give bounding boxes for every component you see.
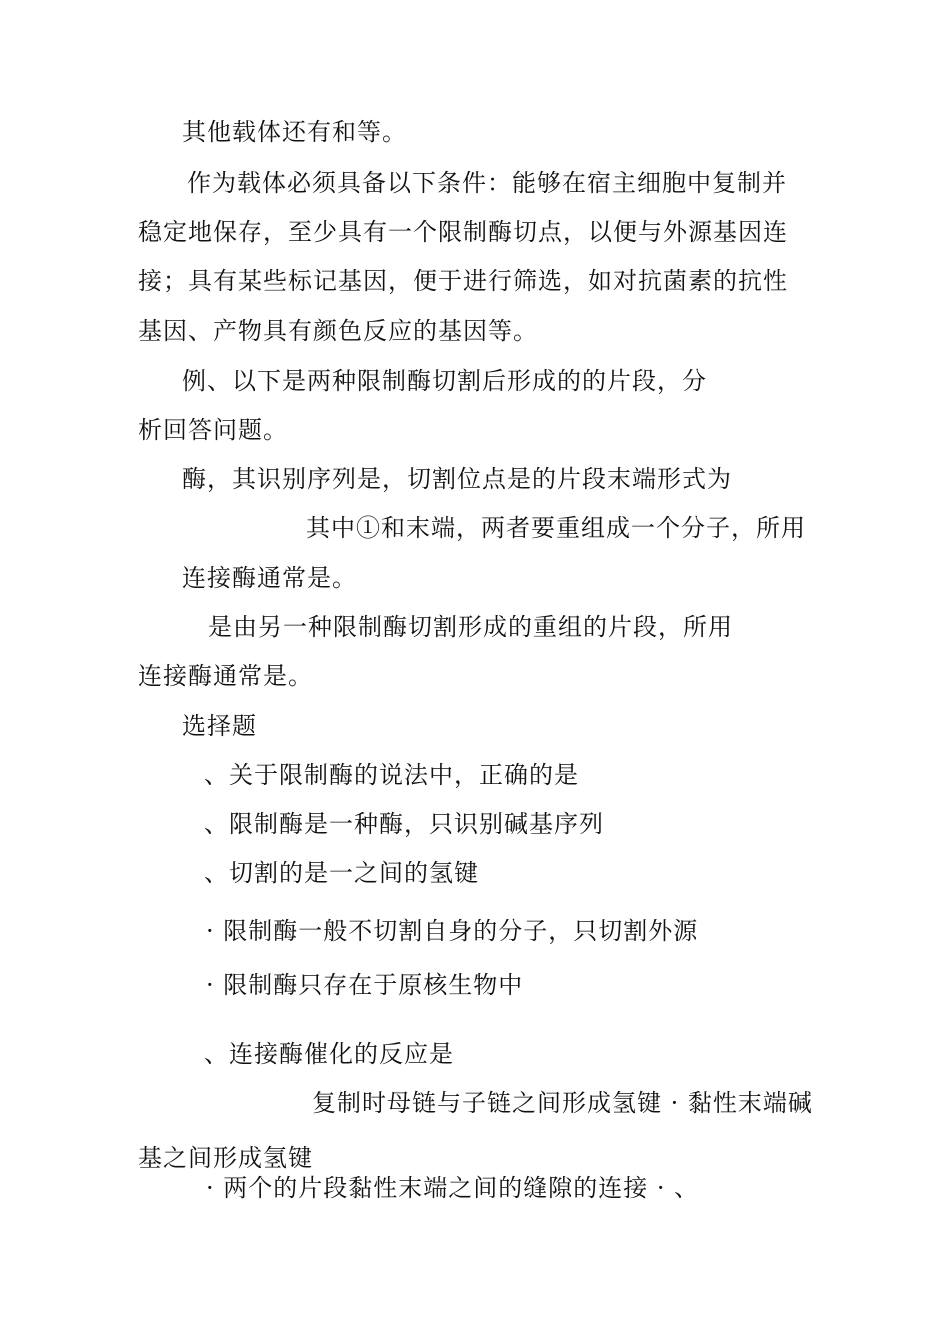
choice-option: 、切割的是一之间的氢键 — [204, 859, 479, 887]
example-line: 例、以下是两种限制酶切割后形成的的片段，分 — [182, 367, 707, 395]
choice-option: 、限制酶是一种酶，只识别碱基序列 — [204, 810, 604, 838]
paragraph-line: 作为载体必须具备以下条件：能够在宿主细胞中复制并 — [187, 169, 787, 197]
question-line: 连接酶通常是。 — [182, 564, 357, 592]
choice-option: 基之间形成氢键 — [138, 1144, 313, 1172]
choice-option: 复制时母链与子链之间形成氢键 · 黏性末端碱 — [312, 1089, 813, 1117]
question-line: 其中①和末端，两者要重组成一个分子，所用 — [306, 514, 806, 542]
choice-question: 、连接酶催化的反应是 — [204, 1040, 454, 1068]
paragraph-line: 稳定地保存，至少具有一个限制酶切点，以便与外源基因连 — [138, 218, 788, 246]
paragraph-line: 基因、产物具有颜色反应的基因等。 — [138, 317, 538, 345]
question-line: 是由另一种限制酶切割形成的重组的片段，所用 — [208, 613, 733, 641]
example-line: 析回答问题。 — [138, 416, 288, 444]
choice-option: · 限制酶一般不切割自身的分子，只切割外源 — [206, 917, 699, 945]
choice-option: · 两个的片段黏性末端之间的缝隙的连接 · 、 — [206, 1174, 700, 1202]
section-heading: 选择题 — [182, 712, 257, 740]
question-line: 连接酶通常是。 — [138, 662, 313, 690]
paragraph-line: 接；具有某些标记基因，便于进行筛选，如对抗菌素的抗性 — [138, 267, 788, 295]
question-line: 酶，其识别序列是，切割位点是的片段末端形式为 — [182, 465, 732, 493]
choice-question: 、关于限制酶的说法中，正确的是 — [204, 761, 579, 789]
choice-option: · 限制酶只存在于原核生物中 — [206, 971, 524, 999]
paragraph-line: 其他载体还有和等。 — [182, 118, 407, 146]
